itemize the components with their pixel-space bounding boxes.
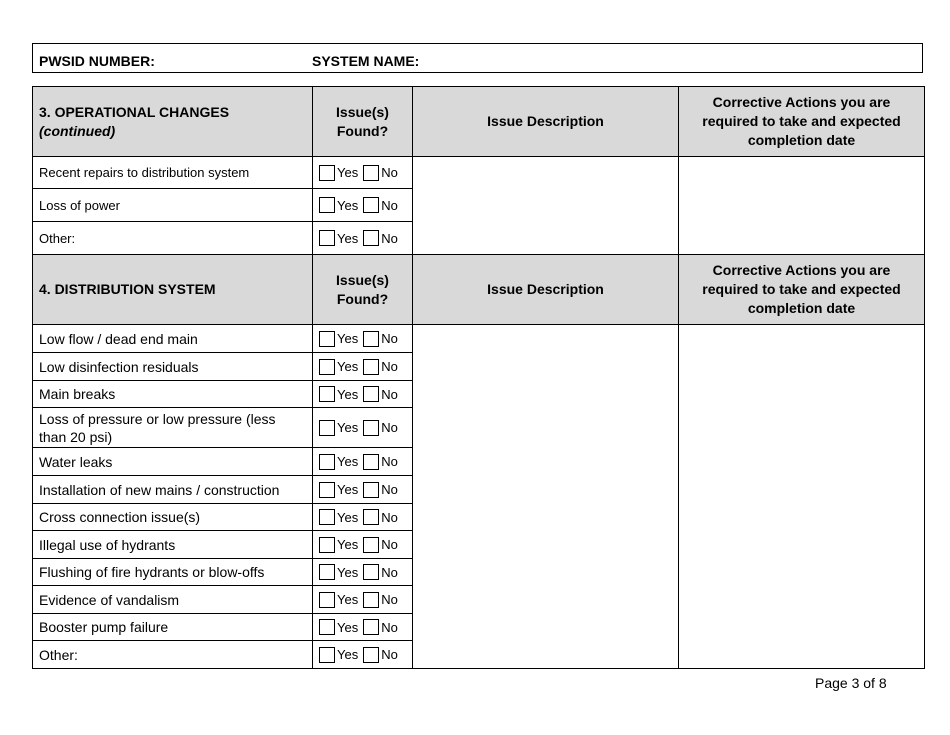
issue-label: Water leaks (33, 448, 313, 476)
no-checkbox[interactable] (363, 454, 379, 470)
yes-label: Yes (337, 509, 359, 525)
col-issue-description (413, 255, 679, 325)
no-label: No (381, 619, 398, 635)
issues-found-cell (313, 504, 413, 531)
yes-label: Yes (337, 197, 359, 213)
yes-label: Yes (337, 564, 359, 580)
issue-label: Booster pump failure (33, 614, 313, 641)
no-checkbox[interactable] (363, 592, 379, 608)
no-checkbox[interactable] (363, 537, 379, 553)
no-label: No (381, 386, 398, 402)
yes-checkbox[interactable] (319, 592, 335, 608)
col-corrective-actions-label: Corrective Actions you are required to take and expected completion date (702, 262, 901, 316)
no-label: No (381, 647, 398, 663)
no-checkbox[interactable] (363, 420, 379, 436)
no-checkbox[interactable] (363, 165, 379, 181)
no-checkbox[interactable] (363, 482, 379, 498)
section-header-row (33, 255, 925, 325)
col-corrective-actions-label: Corrective Actions you are required to take and expected completion date (702, 94, 901, 148)
yes-label: Yes (337, 386, 359, 402)
yes-checkbox[interactable] (319, 230, 335, 246)
no-label: No (381, 197, 398, 213)
col-corrective-actions (679, 87, 925, 157)
no-checkbox[interactable] (363, 230, 379, 246)
col-issue-description-label: Issue Description (487, 113, 604, 129)
page-number: Page 3 of 8 (815, 675, 887, 691)
pwsid-label: PWSID NUMBER: (39, 53, 155, 69)
issue-label: Low flow / dead end main (33, 325, 313, 353)
yes-checkbox[interactable] (319, 359, 335, 375)
no-label: No (381, 509, 398, 525)
section-title: 4. DISTRIBUTION SYSTEM (39, 281, 216, 297)
yes-label: Yes (337, 165, 359, 181)
issue-label: Other: (33, 641, 313, 669)
issue-description-field[interactable] (413, 325, 679, 669)
section-title-cell (33, 255, 313, 325)
system-name-label: SYSTEM NAME: (312, 53, 420, 69)
no-checkbox[interactable] (363, 331, 379, 347)
yes-label: Yes (337, 230, 359, 246)
issues-found-cell (313, 353, 413, 381)
table-row (33, 157, 925, 189)
corrective-actions-field[interactable] (679, 157, 925, 255)
yes-label: Yes (337, 537, 359, 553)
yes-checkbox[interactable] (319, 619, 335, 635)
col-issue-description (413, 87, 679, 157)
yes-label: Yes (337, 454, 359, 470)
yes-label: Yes (337, 619, 359, 635)
issue-label: Evidence of vandalism (33, 586, 313, 614)
no-checkbox[interactable] (363, 386, 379, 402)
issue-label: Loss of power (33, 189, 313, 222)
no-checkbox[interactable] (363, 359, 379, 375)
col-issues-found (313, 87, 413, 157)
col-issues-found-label: Issue(s) Found? (336, 271, 389, 307)
yes-checkbox[interactable] (319, 197, 335, 213)
issue-description-field[interactable] (413, 157, 679, 255)
no-label: No (381, 230, 398, 246)
no-checkbox[interactable] (363, 197, 379, 213)
section-header-row (33, 87, 925, 157)
col-issue-description-label: Issue Description (487, 281, 604, 297)
issue-label: Cross connection issue(s) (33, 504, 313, 531)
no-label: No (381, 359, 398, 375)
issue-label: Loss of pressure or low pressure (less than 20 psi) (33, 408, 313, 448)
no-checkbox[interactable] (363, 647, 379, 663)
col-issues-found-label: Issue(s) Found? (336, 103, 389, 139)
issue-label: Illegal use of hydrants (33, 531, 313, 559)
issues-found-cell (313, 476, 413, 504)
issues-found-cell (313, 381, 413, 408)
issues-found-cell (313, 157, 413, 189)
issue-label: Low disinfection residuals (33, 353, 313, 381)
issues-found-cell (313, 189, 413, 222)
issues-found-cell (313, 641, 413, 669)
header-box (32, 43, 923, 73)
no-label: No (381, 482, 398, 498)
yes-checkbox[interactable] (319, 165, 335, 181)
yes-label: Yes (337, 647, 359, 663)
checklist-table (32, 86, 925, 669)
issues-found-cell (313, 531, 413, 559)
yes-checkbox[interactable] (319, 420, 335, 436)
yes-checkbox[interactable] (319, 454, 335, 470)
no-label: No (381, 331, 398, 347)
yes-label: Yes (337, 482, 359, 498)
section-title-cell (33, 87, 313, 157)
issues-found-cell (313, 408, 413, 448)
yes-label: Yes (337, 420, 359, 436)
issue-label: Installation of new mains / construction (33, 476, 313, 504)
no-label: No (381, 564, 398, 580)
section-title: 3. OPERATIONAL CHANGES (39, 103, 230, 120)
issues-found-cell (313, 325, 413, 353)
col-corrective-actions (679, 255, 925, 325)
issues-found-cell (313, 614, 413, 641)
issues-found-cell (313, 559, 413, 586)
issues-found-cell (313, 448, 413, 476)
no-label: No (381, 592, 398, 608)
col-issues-found (313, 255, 413, 325)
yes-checkbox[interactable] (319, 482, 335, 498)
issue-label: Main breaks (33, 381, 313, 408)
section-subtitle: (continued) (39, 122, 116, 139)
yes-label: Yes (337, 359, 359, 375)
yes-checkbox[interactable] (319, 537, 335, 553)
yes-checkbox[interactable] (319, 564, 335, 580)
no-label: No (381, 537, 398, 553)
yes-label: Yes (337, 592, 359, 608)
issues-found-cell (313, 586, 413, 614)
yes-label: Yes (337, 331, 359, 347)
no-label: No (381, 165, 398, 181)
issues-found-cell (313, 222, 413, 255)
issue-label: Other: (33, 222, 313, 255)
table-row (33, 325, 925, 353)
no-label: No (381, 420, 398, 436)
yes-checkbox[interactable] (319, 386, 335, 402)
issue-label: Recent repairs to distribution system (33, 157, 313, 189)
yes-checkbox[interactable] (319, 647, 335, 663)
yes-checkbox[interactable] (319, 331, 335, 347)
no-checkbox[interactable] (363, 619, 379, 635)
yes-checkbox[interactable] (319, 509, 335, 525)
no-checkbox[interactable] (363, 509, 379, 525)
issue-label: Flushing of fire hydrants or blow-offs (33, 559, 313, 586)
no-checkbox[interactable] (363, 564, 379, 580)
corrective-actions-field[interactable] (679, 325, 925, 669)
no-label: No (381, 454, 398, 470)
